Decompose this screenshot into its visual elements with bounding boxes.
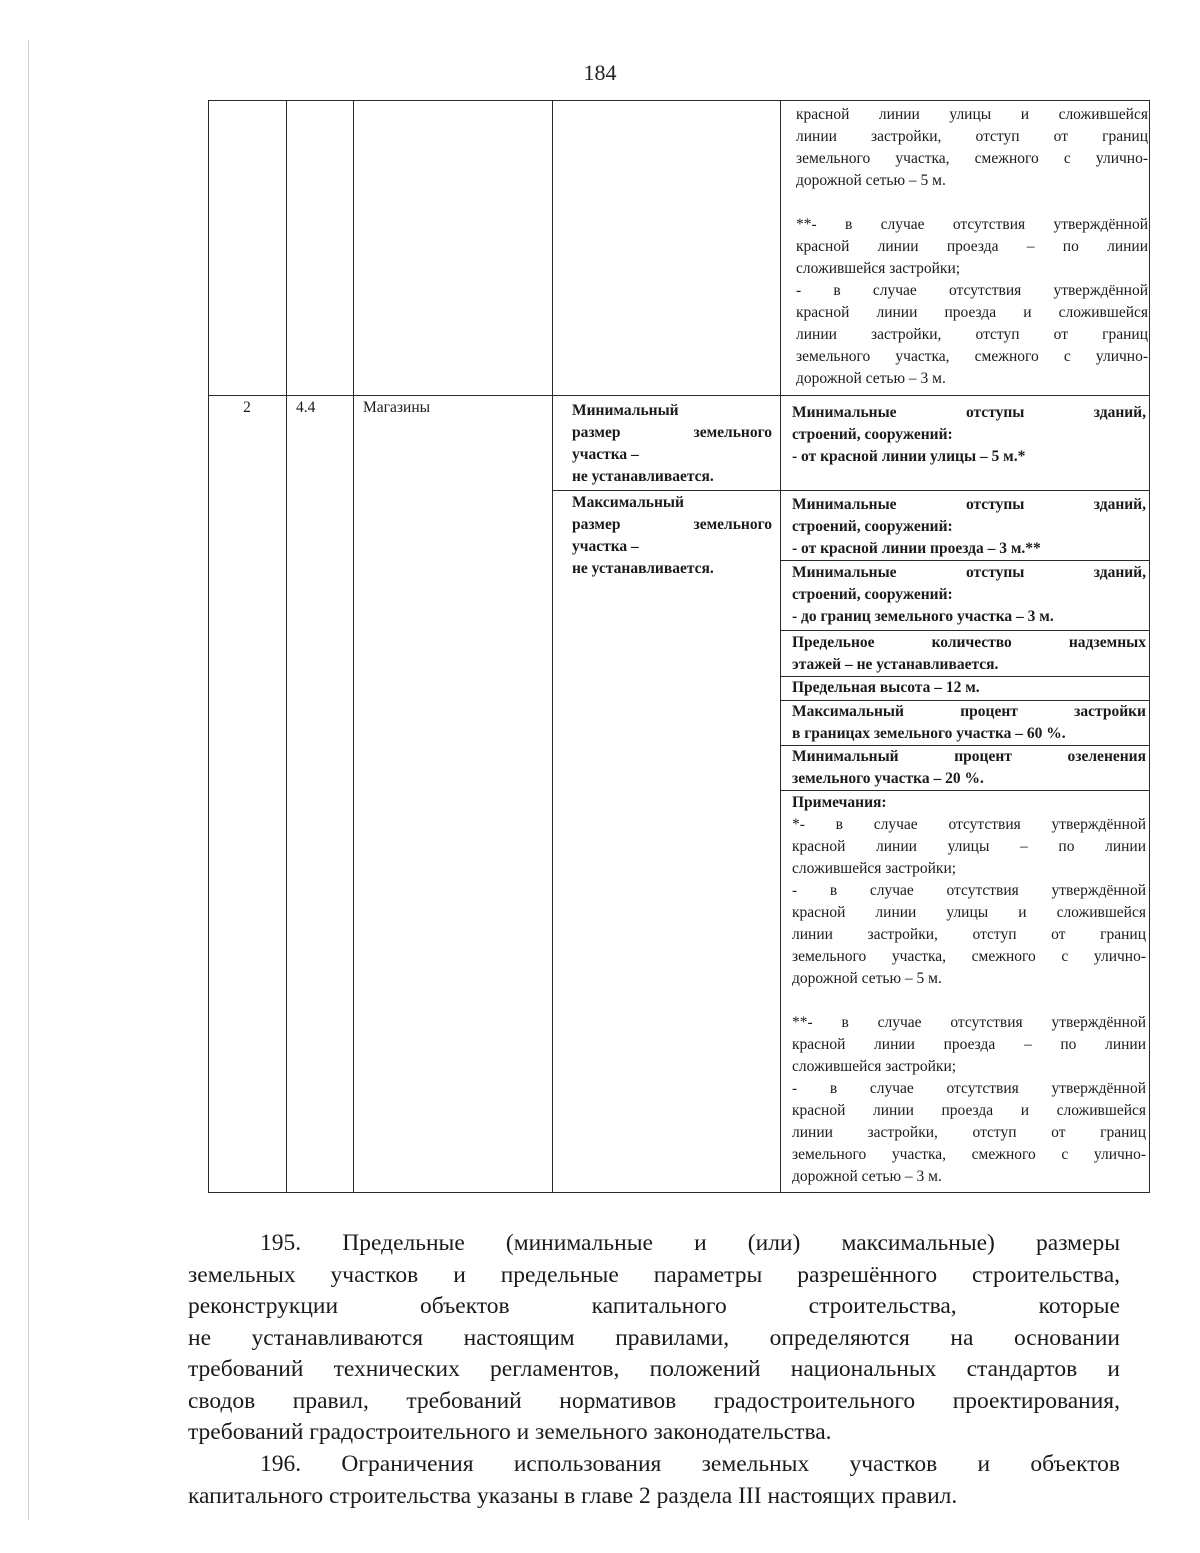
cell-line: земельного участка, смежного с улично- xyxy=(792,948,1146,965)
cell-line: красной линии проезда и сложившейся xyxy=(796,304,1148,321)
cell-line: сложившейся застройки; xyxy=(792,1058,957,1075)
cell-line: - в случае отсутствия утверждённой xyxy=(796,282,1148,299)
cell-line: размер земельного xyxy=(572,516,772,533)
param-lines xyxy=(792,632,1146,676)
paragraph-195-lines xyxy=(188,1228,1120,1449)
table-border-right xyxy=(1149,100,1150,1193)
cell-line: дорожной сетью – 3 м. xyxy=(792,1168,942,1185)
cell-line: красной линии улицы и сложившейся xyxy=(796,106,1148,123)
paragraph-195 xyxy=(188,1228,1120,1449)
cell-line: не устанавливается. xyxy=(572,468,714,485)
cell-line: Минимальный процент озеленения xyxy=(792,748,1146,765)
cell-line: линии застройки, отступ от границ xyxy=(792,926,1146,943)
cell-line: Предельная высота – 12 м. xyxy=(792,679,980,696)
param-floors xyxy=(792,632,1146,676)
cell-line: - в случае отсутствия утверждённой xyxy=(792,882,1146,899)
cell-line: - от красной линии проезда – 3 м.** xyxy=(792,540,1041,557)
table-border-top xyxy=(208,100,1150,101)
cell-line xyxy=(792,990,1146,1012)
paragraph-line: 196. Ограничения использования земельных участков и объектов xyxy=(260,1451,1120,1477)
cell-line: красной линии проезда и сложившейся xyxy=(792,1102,1146,1119)
paragraph-line: требований технических регламентов, положений национальных стандартов и xyxy=(188,1356,1120,1382)
cell-line: участка – xyxy=(572,538,639,555)
page-number: 184 xyxy=(583,60,617,85)
param-height xyxy=(792,677,1146,699)
param-lines xyxy=(792,402,1146,468)
row-divider xyxy=(208,395,1150,396)
cell-line: строений, сооружений: xyxy=(792,518,953,535)
param-divider xyxy=(780,630,1150,631)
param-setback-boundary xyxy=(792,562,1146,628)
table-border-col4 xyxy=(780,100,781,1193)
cell-line: Максимальный процент застройки xyxy=(792,703,1146,720)
table-border-col1 xyxy=(286,100,287,1193)
paragraph-line: земельных участков и предельные параметры разрешённого строительства, xyxy=(188,1261,1120,1288)
table-border-col2 xyxy=(353,100,354,1193)
paragraph-line: требований градостроительного и земельного законодательства. xyxy=(188,1419,832,1445)
cell-line: строений, сооружений: xyxy=(792,586,953,603)
cell-line: строений, сооружений: xyxy=(792,426,953,443)
cell-line: дорожной сетью – 3 м. xyxy=(796,370,946,387)
row-name: Магазины xyxy=(363,399,431,416)
continuation-cell-lines xyxy=(796,104,1148,390)
max-size-lines xyxy=(572,492,772,580)
paragraph-line: 195. Предельные (минимальные и (или) максимальные) размеры xyxy=(260,1230,1120,1256)
param-coverage xyxy=(792,701,1146,745)
cell-line: **- в случае отсутствия утверждённой xyxy=(792,1014,1146,1031)
param-lines xyxy=(792,746,1146,790)
min-size-cell xyxy=(572,400,772,488)
cell-line: участка – xyxy=(572,446,639,463)
param-setback-street xyxy=(792,402,1146,468)
notes-cell xyxy=(792,792,1146,1188)
regulation-table xyxy=(208,100,1150,1193)
param-divider xyxy=(780,560,1150,561)
cell-line: дорожной сетью – 5 м. xyxy=(796,172,946,189)
cell-line: Максимальный xyxy=(572,494,684,511)
table-border-bottom xyxy=(208,1192,1150,1193)
paragraph-196 xyxy=(188,1449,1120,1512)
cell-line: красной линии проезда – по линии xyxy=(792,1036,1146,1053)
scan-edge-left xyxy=(28,40,29,1520)
cell-line: сложившейся застройки; xyxy=(796,260,961,277)
notes-title: Примечания: xyxy=(792,794,887,811)
continuation-cell xyxy=(796,104,1148,390)
cell-line: линии застройки, отступ от границ xyxy=(792,1124,1146,1141)
cell-line: - до границ земельного участка – 3 м. xyxy=(792,608,1054,625)
row-number: 2 xyxy=(243,399,251,416)
cell-line: в границах земельного участка – 60 %. xyxy=(792,725,1066,742)
cell-line: земельного участка, смежного с улично- xyxy=(796,348,1148,365)
paragraph-line: капитального строительства указаны в главе 2 раздела III настоящих правил. xyxy=(188,1482,958,1509)
cell-line: Минимальный xyxy=(572,402,679,419)
param-lines xyxy=(792,494,1146,560)
cell-line: земельного участка, смежного с улично- xyxy=(792,1146,1146,1163)
param-greening xyxy=(792,746,1146,790)
table-border-left xyxy=(208,100,209,1193)
cell-line: дорожной сетью – 5 м. xyxy=(792,970,942,987)
param-divider xyxy=(780,790,1150,791)
cell-line: не устанавливается. xyxy=(572,560,714,577)
cell-line: Минимальные отступы зданий, xyxy=(792,404,1146,421)
param-lines xyxy=(792,677,1146,699)
cell-line: Минимальные отступы зданий, xyxy=(792,564,1146,581)
cell-line: земельного участка, смежного с улично- xyxy=(796,150,1148,167)
cell-line: размер земельного xyxy=(572,424,772,441)
min-size-lines xyxy=(572,400,772,488)
param-lines xyxy=(792,562,1146,628)
size-divider xyxy=(552,490,1150,491)
cell-line: линии застройки, отступ от границ xyxy=(796,128,1148,145)
paragraph-line: не устанавливаются настоящим правилами, определяются на основании xyxy=(188,1324,1120,1351)
cell-line: сложившейся застройки; xyxy=(792,860,957,877)
cell-line xyxy=(796,192,1148,214)
row-code: 4.4 xyxy=(296,399,316,416)
cell-line: *- в случае отсутствия утверждённой xyxy=(792,816,1146,833)
cell-line: красной линии проезда – по линии xyxy=(796,238,1148,255)
table-border-col3 xyxy=(552,100,553,1193)
cell-line: **- в случае отсутствия утверждённой xyxy=(796,216,1148,233)
cell-line: этажей – не устанавливается. xyxy=(792,656,999,673)
notes-lines xyxy=(792,814,1146,1188)
param-lines xyxy=(792,701,1146,745)
cell-line: красной линии улицы – по линии xyxy=(792,838,1146,855)
cell-line: линии застройки, отступ от границ xyxy=(796,326,1148,343)
param-setback-driveway xyxy=(792,494,1146,560)
cell-line: - от красной линии улицы – 5 м.* xyxy=(792,448,1026,465)
paragraph-line: реконструкции объектов капитального строительства, которые xyxy=(188,1293,1120,1319)
paragraph-196-lines xyxy=(188,1449,1120,1512)
paragraph-line: сводов правил, требований нормативов градостроительного проектирования, xyxy=(188,1387,1120,1414)
cell-line: - в случае отсутствия утверждённой xyxy=(792,1080,1146,1097)
cell-line: земельного участка – 20 %. xyxy=(792,770,984,787)
cell-line: красной линии улицы и сложившейся xyxy=(792,904,1146,921)
cell-line: Предельное количество надземных xyxy=(792,634,1146,651)
cell-line: Минимальные отступы зданий, xyxy=(792,496,1146,513)
max-size-cell xyxy=(572,492,772,580)
